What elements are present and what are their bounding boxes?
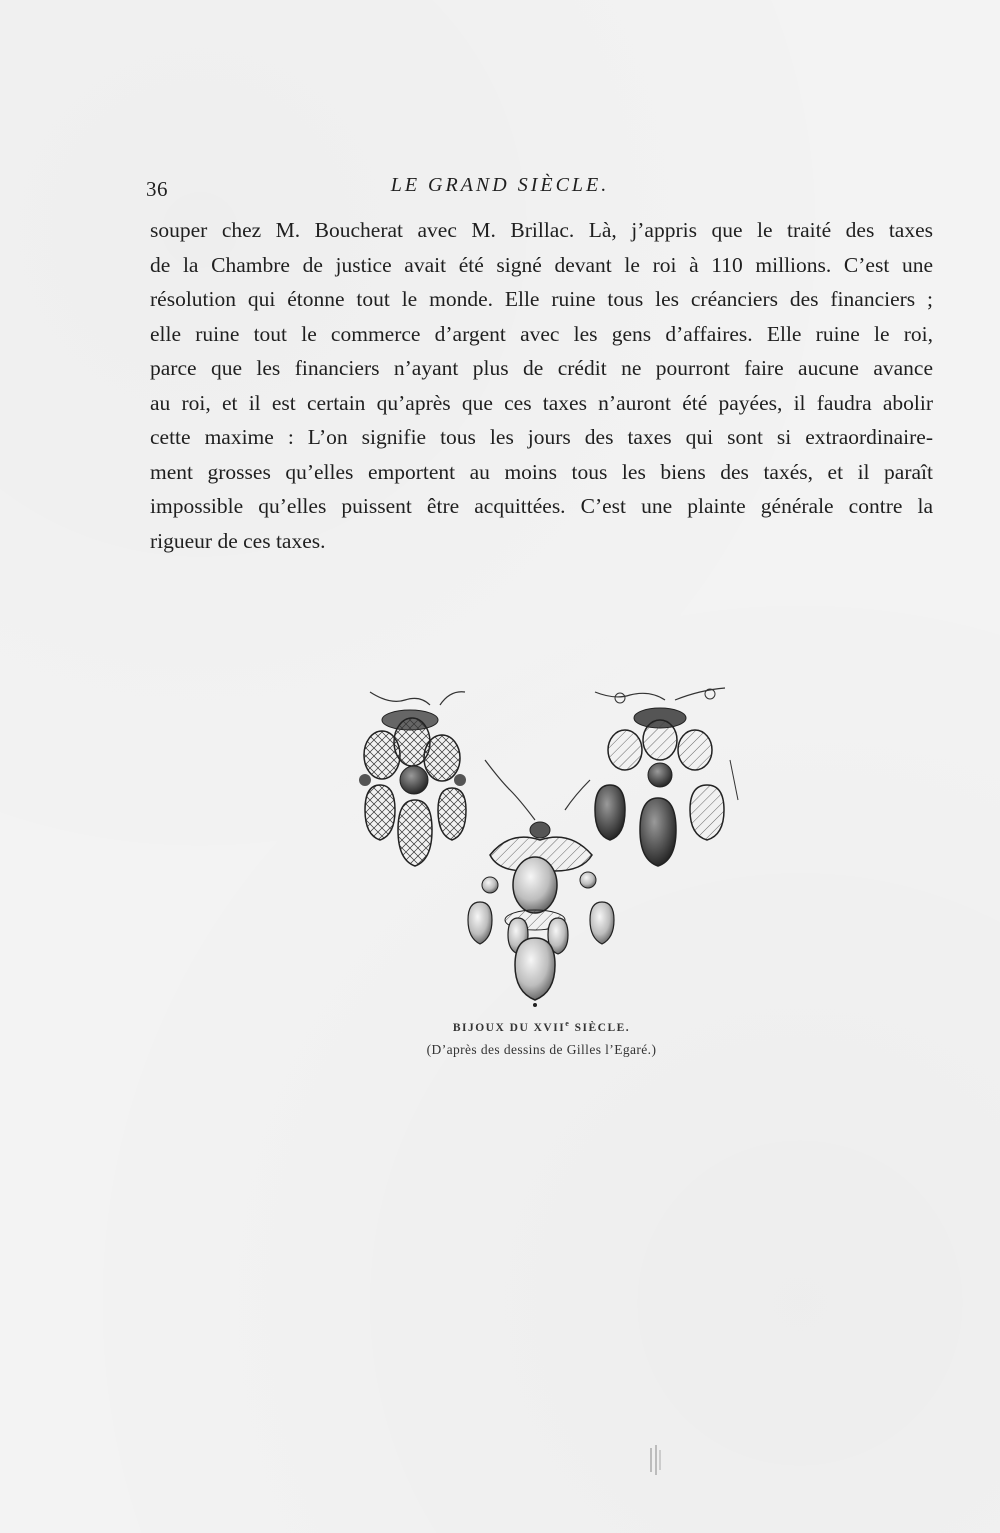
- body-line: elle ruine tout le commerce d’argent avec les gens d’affaires. Elle ruine le roi,: [150, 321, 933, 346]
- body-paragraph: [150, 213, 933, 558]
- center-pendant: [468, 760, 614, 1007]
- figure-caption: [0, 1019, 1000, 1034]
- caption-end: SIÈCLE.: [570, 1021, 631, 1034]
- body-line: impossible qu’elles puissent être acquittées. C’est une plainte générale contre la: [150, 494, 933, 518]
- figure-credit: (D’après des dessins de Gilles l’Egaré.): [426, 1042, 657, 1057]
- jewelry-illustration: [330, 680, 750, 1010]
- right-pendant: [595, 688, 738, 866]
- body-line: au roi, et il est certain qu’après que ces taxes n’auront été payées, il faudra abolir: [150, 390, 933, 415]
- jewelry-engraving: [330, 680, 750, 1010]
- left-pendant: [359, 692, 466, 866]
- running-head: LE GRAND SIÈCLE.: [390, 174, 610, 196]
- caption-main: BIJOUX DU XVII: [452, 1021, 566, 1034]
- body-line: parce que les financiers n’ayant plus de crédit ne pourront faire aucune avance: [150, 356, 933, 380]
- body-line: rigueur de ces taxes.: [150, 528, 326, 553]
- body-line: ment grosses qu’elles emportent au moins tous les biens des taxés, et il paraît: [150, 459, 933, 484]
- page-number: 36: [146, 177, 168, 201]
- caption-superscript: e: [565, 1019, 571, 1028]
- body-line: résolution qui étonne tout le monde. Elle ruine tous les créanciers des financiers ;: [150, 287, 933, 311]
- body-line: de la Chambre de justice avait été signé devant le roi à 110 millions. C’est une: [150, 252, 933, 277]
- body-line: souper chez M. Boucherat avec M. Brillac. Là, j’appris que le traité des taxes: [150, 218, 933, 242]
- print-specks: [646, 1440, 676, 1480]
- body-line: cette maxime : L’on signifie tous les jours des taxes qui sont si extraordinaire-: [150, 425, 933, 449]
